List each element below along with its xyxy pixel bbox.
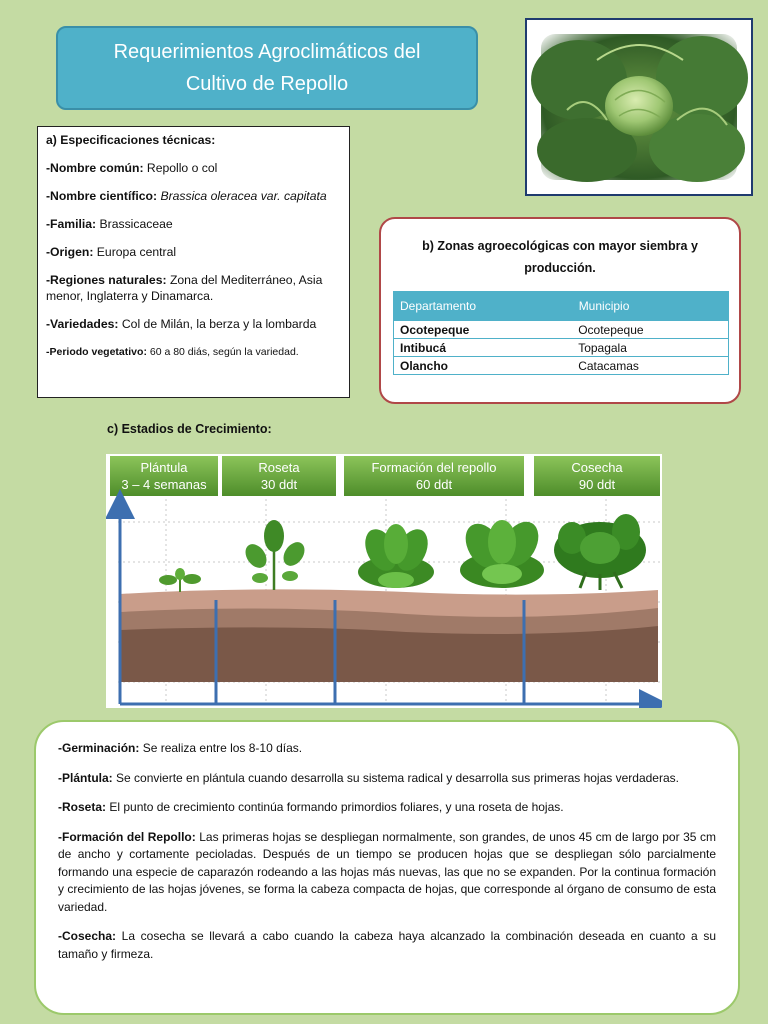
stage-header-2 bbox=[222, 456, 336, 496]
svg-text:Roseta: Roseta bbox=[258, 460, 300, 475]
title-banner bbox=[56, 26, 478, 110]
description-germination: -Germinación: Se realiza entre los 8-10 días. bbox=[58, 741, 303, 755]
department-cell: Intibucá bbox=[394, 339, 573, 357]
head-growth-icon bbox=[458, 515, 546, 588]
table-row bbox=[394, 339, 729, 357]
specs-heading: a) Especificaciones técnicas: bbox=[46, 133, 216, 147]
description-rosette: -Roseta: El punto de crecimiento continúa formando primordios foliares, y una roseta de hojas. bbox=[58, 800, 564, 814]
growth-stages-heading: c) Estadios de Crecimiento: bbox=[107, 422, 272, 436]
description-head-formation: -Formación del Repollo: Las primeras hojas se despliegan normalmente, son grandes, de unos 45 cm de largo por 35 cm de ancho y cortamente pecioladas. Después de un tiempo se producen hojas que se despliegan sólo parcialmente formando una especie de caparazón rodeando a las hojas más nuevas, las que no se expanden. Por la continua formación y crecimiento de las hojas jóvenes, se forma la cabeza compacta de hojas, que corresponde al órgano de consumo de esta variedad. bbox=[58, 829, 716, 914]
page-title bbox=[114, 36, 421, 100]
municipality-cell: Topagala bbox=[572, 339, 728, 357]
spec-varieties: -Variedades: Col de Milán, la berza y la lombarda bbox=[46, 317, 317, 331]
spec-scientific-name: -Nombre científico: Brassica oleracea var. capitata bbox=[46, 189, 327, 203]
department-cell: Olancho bbox=[394, 357, 573, 375]
svg-text:Formación del repollo: Formación del repollo bbox=[371, 460, 497, 475]
svg-text:60 ddt: 60 ddt bbox=[415, 477, 453, 492]
department-cell: Ocotepeque bbox=[394, 321, 573, 339]
spec-common-name: -Nombre común: Repollo o col bbox=[46, 161, 218, 175]
title-line-1: Requerimientos Agroclimáticos del bbox=[113, 41, 421, 63]
column-header-municipality: Municipio bbox=[572, 292, 728, 321]
svg-text:Plántula: Plántula bbox=[140, 460, 188, 475]
cabbage-illustration bbox=[527, 20, 751, 194]
technical-specifications bbox=[37, 126, 350, 398]
agroecological-zones bbox=[379, 217, 741, 404]
head-formation-icon bbox=[358, 524, 434, 588]
spec-regions: -Regiones naturales: Zona del Mediterráneo, Asia menor, Inglaterra y Dinamarca. bbox=[46, 273, 323, 303]
zones-table bbox=[393, 291, 729, 375]
table-row bbox=[394, 321, 729, 339]
soil-layers bbox=[120, 589, 658, 682]
spec-origin: -Origen: Europa central bbox=[46, 245, 177, 259]
svg-text:90 ddt: 90 ddt bbox=[578, 477, 616, 492]
title-line-2: Cultivo de Repollo bbox=[185, 73, 349, 95]
column-header-department: Departamento bbox=[394, 292, 573, 321]
cabbage-photo bbox=[525, 18, 753, 196]
description-harvest: -Cosecha: La cosecha se llevará a cabo cuando la cabeza haya alcanzado la combinación deseada en cuanto a su tamaño y firmeza. bbox=[58, 929, 716, 961]
growth-stages-diagram bbox=[106, 454, 662, 708]
svg-text:Cosecha: Cosecha bbox=[571, 460, 623, 475]
zones-title: b) Zonas agroecológicas con mayor siembra y producción. bbox=[422, 239, 698, 275]
svg-text:3 – 4 semanas: 3 – 4 semanas bbox=[121, 477, 207, 492]
spec-growth-period: -Periodo vegetativo: 60 a 80 diás, según la variedad. bbox=[46, 346, 299, 358]
municipality-cell: Ocotepeque bbox=[572, 321, 728, 339]
stage-header-3 bbox=[344, 456, 524, 496]
svg-text:30 ddt: 30 ddt bbox=[260, 477, 298, 492]
stage-descriptions bbox=[34, 720, 740, 1015]
stage-header-4 bbox=[534, 456, 660, 496]
municipality-cell: Catacamas bbox=[572, 357, 728, 375]
table-row bbox=[394, 357, 729, 375]
description-seedling: -Plántula: Se convierte en plántula cuando desarrolla su sistema radical y desarrolla sus primeras hojas verdaderas. bbox=[58, 770, 679, 785]
stage-header-1 bbox=[110, 456, 218, 496]
spec-family: -Familia: Brassicaceae bbox=[46, 217, 173, 231]
